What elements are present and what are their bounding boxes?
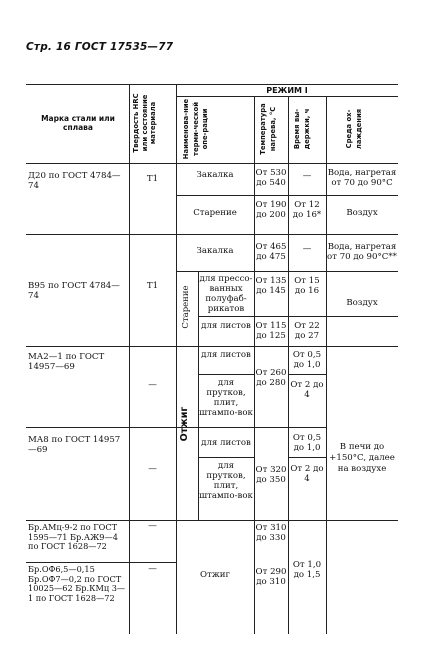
anneal-label: Отжиг <box>179 406 190 442</box>
state-ma8: — <box>148 464 157 474</box>
temp-v95-sheets: От 115 до 125 <box>255 321 287 341</box>
temp-d20-aging: От 190 до 200 <box>255 200 287 220</box>
op-v95-quench: Закалка <box>196 246 234 256</box>
heat-treatment-table <box>26 84 398 634</box>
col-rule <box>176 84 177 634</box>
operation-header: Наименова-ние терми-ческой опе-рации <box>182 98 209 160</box>
row-rule <box>288 457 326 458</box>
hold-v95-quench: — <box>302 244 312 254</box>
state-d20: T1 <box>146 174 159 184</box>
table-top-rule <box>26 84 398 85</box>
hold-v95-sheets: От 22 до 27 <box>294 321 320 341</box>
hold-ma2-sheets: От 0,5 до 1,0 <box>292 350 322 370</box>
hold-ma8-sheets: От 0,5 до 1,0 <box>292 433 322 453</box>
row-rule <box>198 374 254 375</box>
hold-d20-aging: От 12 до 16* <box>292 200 322 220</box>
op-ma2-sheets: для листов <box>201 350 251 360</box>
cooling-header: Среда ох-лаждения <box>345 108 363 150</box>
cool-d20-aging: Воздух <box>346 208 378 218</box>
mode-header: РЕЖИМ I <box>266 86 308 95</box>
hold-d20-quench: — <box>302 171 312 181</box>
group-rule <box>26 346 398 347</box>
hold-bronze: От 1,0 до 1,5 <box>292 560 322 580</box>
hold-ma8-bars: От 2 до 4 <box>290 464 324 484</box>
cool-d20-quench: Вода, нагретая от 70 до 90°C <box>327 168 397 188</box>
state-ma2: — <box>148 380 157 390</box>
op-v95-pressed: для прессо-ванных полуфаб-рикатов <box>199 274 253 314</box>
grade-bronze-2: Бр.ОФ6,5—0,15 Бр.ОФ7—0,2 по ГОСТ 10025—62 Бр.КМц 3—1 по ГОСТ 1628—72 <box>28 564 126 603</box>
temp-ma8: От 320 до 350 <box>255 465 287 485</box>
temp-v95-pressed: От 135 до 145 <box>255 276 287 296</box>
group-rule <box>26 520 398 521</box>
row-rule <box>198 457 254 458</box>
row-rule <box>176 271 398 272</box>
col-rule <box>129 84 130 634</box>
page-header: Стр. 16 ГОСТ 17535—77 <box>26 41 174 53</box>
temp-d20-quench: От 530 до 540 <box>255 168 287 188</box>
row-rule <box>288 374 326 375</box>
op-d20-aging: Старение <box>193 208 237 218</box>
grade-header: Марка стали или сплава <box>41 114 115 132</box>
cool-v95-quench: Вода, нагретая от 70 до 90°C** <box>327 242 397 262</box>
row-rule <box>26 562 176 563</box>
grade-d20: Д20 по ГОСТ 4784—74 <box>28 171 121 191</box>
hardness-header: Твердость HRC или состояние материала <box>132 93 157 153</box>
state-bronze-1: — <box>148 521 157 531</box>
grade-bronze-1: Бр.АМц-9-2 по ГОСТ 1595—71 Бр.АЖ9—4 по ГОСТ 1628—72 <box>28 522 118 552</box>
hold-v95-pressed: От 15 до 16 <box>294 276 320 296</box>
temp-bronze-2: От 290 до 310 <box>255 567 287 587</box>
aging-label-v95: Старение <box>181 285 191 329</box>
temp-v95-quench: От 465 до 475 <box>255 242 287 262</box>
row-rule <box>176 195 398 196</box>
temp-bronze-1: От 310 до 330 <box>255 523 287 543</box>
op-ma2-bars: для прутков, плит, штампо-вок <box>199 378 253 418</box>
row-rule <box>198 316 398 317</box>
grade-ma2: МА2—1 по ГОСТ 14957—69 <box>28 352 105 372</box>
hold-time-header: Время вы-держки, ч <box>293 108 311 150</box>
header-bottom-rule <box>26 163 398 164</box>
temperature-header: Температура нагрева, °C <box>259 103 277 155</box>
mode-rule <box>176 96 398 97</box>
temp-ma2: От 260 до 280 <box>255 368 287 388</box>
state-v95: T1 <box>146 281 159 291</box>
grade-v95: В95 по ГОСТ 4784—74 <box>28 281 120 301</box>
op-d20-quench: Закалка <box>196 170 234 180</box>
group-rule <box>26 234 398 235</box>
hold-ma2-bars: От 2 до 4 <box>290 380 324 400</box>
grade-ma8: МА8 по ГОСТ 14957—69 <box>28 435 121 455</box>
cool-anneal: В печи до +150°C, далее на воздухе <box>329 442 395 474</box>
state-bronze-2: — <box>148 564 157 574</box>
cool-v95-aging: Воздух <box>346 298 378 308</box>
op-ma8-sheets: для листов <box>201 438 251 448</box>
op-ma8-bars: для прутков, плит, штампо-вок <box>199 461 253 501</box>
op-bronze: Отжиг <box>200 570 230 580</box>
op-v95-sheets: для листов <box>201 321 251 331</box>
